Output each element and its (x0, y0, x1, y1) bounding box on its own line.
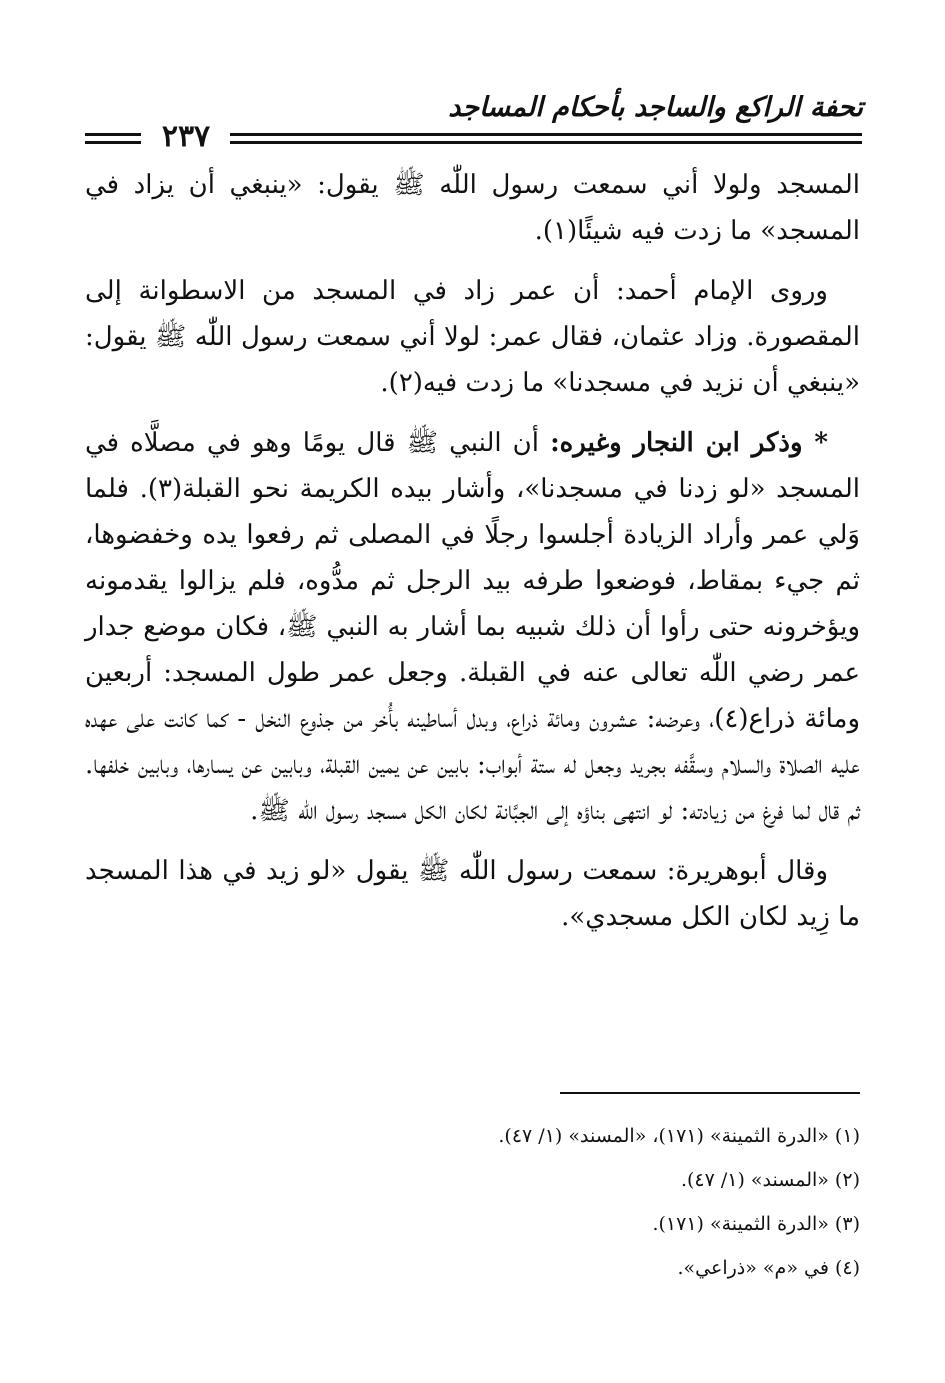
paragraph-3 (85, 420, 860, 834)
paragraph-4 (85, 848, 860, 940)
paragraph-1 (85, 162, 860, 254)
footnotes (400, 1114, 860, 1290)
page-number: ٢٣٧ (161, 119, 211, 154)
footnote-3: (٣) «الدرة الثمينة» (١٧١). (652, 1213, 860, 1235)
header-rule-left-bottom (85, 141, 141, 144)
paragraph-2-text: وروى الإمام أحمد: أن عمر زاد في المسجد من الاسطوانة إلى المقصورة. وزاد عثمان، فقال عمر: لولا أني سمعت رسول اللّٰه ﷺ يقول: «ينبغي أن نزيد في مسجدنا» ما زدت فيه(٢). (85, 276, 860, 398)
footnote-separator (560, 1092, 860, 1094)
header-rule-right-top (230, 133, 862, 136)
running-title: تحفة الراكع والساجد بأحكام المساجد (448, 92, 863, 123)
footnote-1: (١) «الدرة الثمينة» (١٧١)، «المسند» (١/ ٤٧). (498, 1125, 860, 1147)
header-rule-right-bottom (230, 141, 862, 144)
paragraph-4-text: وقال أبوهريرة: سمعت رسول اللّٰه ﷺ يقول «لو زيد في هذا المسجد ما زِيد لكان الكل مسجدي». (85, 856, 860, 932)
header-rule-left-top (85, 133, 141, 136)
footnote-2: (٢) «المسند» (١/ ٤٧). (680, 1169, 860, 1191)
paragraph-3-text: أن النبي ﷺ قال يومًا وهو في مصلَّاه في المسجد «لو زدنا في مسجدنا»، وأشار بيده الكريمة نحو القبلة(٣). فلما وَلي عمر وأراد الزيادة أجلسوا رجلًا في المصلى ثم رفعوا يده وخفضوها، ثم جيء بمقاط، فوضعوا طرفه بيد الرجل ثم مدُّوه، فلم يزالوا يقدمونه ويؤخرونه حتى رأوا أن ذلك شبيه بما أشار به النبي ﷺ، فكان موضع جدار عمر رضي اللّٰه تعالى عنه في القبلة. وجعل عمر طول المسجد: أربعين ومائة ذراع(٤)، وعرضه: عشرون ومائة ذراع، وبدل أساطينه بأُخر من جذوع النخل - كما كانت على عهده عليه الصلاة والسلام وسقَّفه بجريد وجعل له ستة أبواب: بابين عن يمين القبلة، وبابين عن يسارها، وبابين خلفها. ثم قال لما فرغ من زيادته: لو انتهى بناؤه إلى الجبَّانة لكان الكل مسجد رسول اللّٰه ﷺ. (85, 428, 860, 826)
footnote-4: (٤) في «م» «ذراعي». (677, 1257, 860, 1279)
paragraph-1-text: المسجد ولولا أني سمعت رسول اللّٰه ﷺ يقول: «ينبغي أن يزاد في المسجد» ما زدت فيه شيئًا(١). (85, 170, 860, 246)
paragraph-2 (85, 268, 860, 406)
paragraph-3-lead: * وذكر ابن النجار وغيره: (550, 428, 828, 458)
body-text (85, 162, 860, 954)
